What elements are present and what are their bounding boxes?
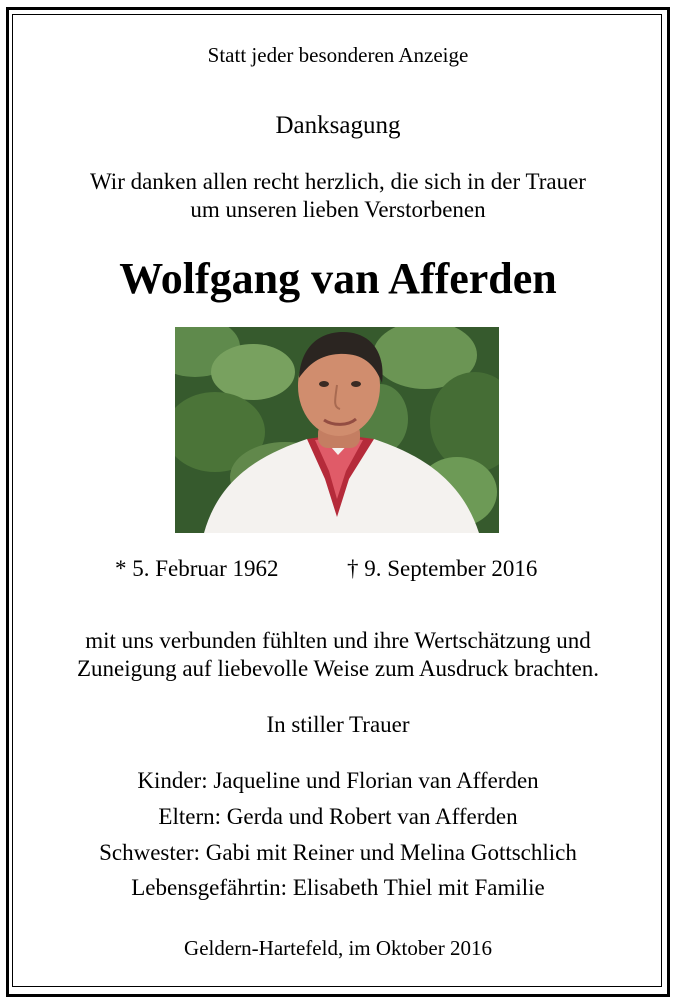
mourning-text: In stiller Trauer [266,712,410,737]
birth-date: * 5. Februar 1962 [115,556,279,581]
intro-line-1: Wir danken allen recht herzlich, die sich in der Trauer [90,169,586,194]
notice-title: Danksagung [275,112,401,139]
portrait-photo [175,327,499,533]
family-line: Kinder: Jaqueline und Florian van Afferden [137,768,539,793]
family-line: Schwester: Gabi mit Reiner und Melina Gottschlich [99,840,577,865]
body-line-1: mit uns verbunden fühlten und ihre Wertschätzung und [85,628,591,653]
family-line: Eltern: Gerda und Robert van Afferden [158,804,518,829]
intro-line-2: um unseren lieben Verstorbenen [190,197,486,222]
deceased-name: Wolfgang van Afferden [119,254,557,303]
death-date: † 9. September 2016 [347,556,538,581]
family-line: Lebensgefährtin: Elisabeth Thiel mit Familie [131,875,545,900]
place-date: Geldern-Hartefeld, im Oktober 2016 [184,936,492,960]
body-line-2: Zuneigung auf liebevolle Weise zum Ausdruck brachten. [76,656,600,681]
header-text: Statt jeder besonderen Anzeige [207,43,469,67]
